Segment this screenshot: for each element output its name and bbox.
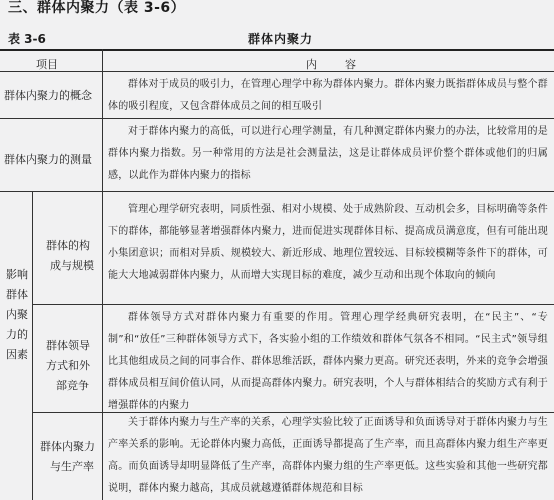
subrow-label-line: 部竞争 xyxy=(56,379,89,392)
subrow-label-line: 与生产率 xyxy=(50,460,94,473)
subrow-label-line: 群体内聚力 xyxy=(40,440,95,453)
header-content: 内 容 xyxy=(306,58,358,71)
influence-label-line: 内聚 xyxy=(6,308,28,321)
subrow-text-composition: 管理心理学研究表明，同质性强、相对小规模、处于成熟阶段、互动机会多，目标明确等条件下的群体，都能够显著增强群体内聚力，进而促进实现群体目标、提高成员满意度，但有可能出现小集团意识；而相对异质、规模较大、新近形成、地理位置较远、目标较模糊等条件下的群体，可能大大地减弱群体内聚力，从而增大实现目标的难度，减少互动和出现个体取向的倾向 xyxy=(108,204,548,281)
influence-label-line: 因素 xyxy=(6,348,28,361)
influence-factors-label xyxy=(4,265,30,365)
subrow-text-productivity: 关于群体内聚力与生产率的关系，心理学实验比较了正面诱导和负面诱导对于群体内聚力与生产率关系的影响。无论群体内聚力高低，正面诱导都提高了生产率，而且高群体内聚力组生产率更高。而负面诱导却明显降低了生产率，高群体内聚力组的生产率更低。这些实验和其他一些研究都说明，群体内聚力越高，其成员就越遵循群体规范和目标 xyxy=(108,417,548,494)
subrow-label-line: 方式和外 xyxy=(46,359,90,372)
subrow-label-composition xyxy=(46,236,94,276)
subrow-label-productivity xyxy=(40,437,95,477)
row-divider xyxy=(32,304,554,305)
row-divider xyxy=(0,191,554,192)
subrow-label-line: 成与规模 xyxy=(50,259,94,272)
subrow-label-line: 群体的构 xyxy=(46,239,90,252)
influence-label-line: 力的 xyxy=(6,328,28,341)
subrow-text-leadership: 群体领导方式对群体内聚力有重要的作用。管理心理学经典研究表明，在“民主”、“专制”和“放任”三种群体领导方式下，各实验小组的工作绩效和群体气氛各不相同。“民主式”领导组比其他组成员之间的同事合作、群体思维活跃，群体内聚力更高。研究还表明，外来的竞争会增强群体成员相互间价值认同，从而提高群体内聚力。研究表明，个人与群体相结合的奖励方式有利于增强群体的内聚力 xyxy=(108,312,548,411)
table-top-rule xyxy=(0,49,554,51)
influence-label-divider xyxy=(32,191,33,500)
row-label-measurement: 群体内聚力的测量 xyxy=(4,153,92,166)
row-label-concept: 群体内聚力的概念 xyxy=(4,89,92,102)
table-number: 表 3-6 xyxy=(8,32,46,46)
subrow-label-line: 群体领导 xyxy=(46,339,90,352)
influence-label-line: 影响 xyxy=(6,268,28,281)
influence-label-line: 群体 xyxy=(6,288,28,301)
row-text-measurement: 对于群体内聚力的高低，可以进行心理学测量，有几种测定群体内聚力的办法，比较常用的是群体内聚力指数。另一种常用的方法是社会测量法，这是让群体成员评价整个群体或他们的归属感，以此作为群体内聚力的指标 xyxy=(108,126,548,181)
row-divider xyxy=(0,118,554,119)
row-text-concept: 群体对于成员的吸引力，在管理心理学中称为群体内聚力。群体内聚力既指群体成员与整个群体的吸引程度，又包含群体成员之间的相互吸引 xyxy=(108,79,548,112)
header-item: 项目 xyxy=(36,58,58,71)
subrow-label-leadership xyxy=(46,336,90,396)
column-divider xyxy=(102,49,103,500)
section-heading: 三、群体内聚力（表 3-6） xyxy=(8,0,186,16)
table-caption: 群体内聚力 xyxy=(248,32,314,46)
header-bottom-rule xyxy=(0,71,554,72)
